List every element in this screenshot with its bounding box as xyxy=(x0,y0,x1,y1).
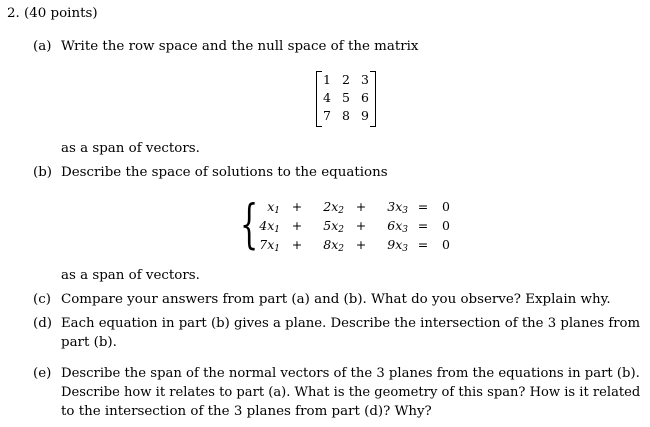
eq2-plus2: + xyxy=(355,218,367,233)
part-e-label: (e) xyxy=(33,366,52,381)
eq2-rhs: 0 xyxy=(442,218,450,233)
eq1-term2: $2x_2$ xyxy=(323,199,344,216)
equation-system xyxy=(240,195,470,256)
eq1-rhs: 0 xyxy=(442,199,450,214)
part-a-after: as a span of vectors. xyxy=(61,141,200,156)
matrix-cell: 5 xyxy=(342,90,350,105)
eq2-term3: $6x_3$ xyxy=(387,218,408,235)
part-e-line1: Describe the span of the normal vectors of the 3 planes from the equations in part (b). xyxy=(61,366,640,381)
eq1-term1: $x_1$ xyxy=(267,199,280,216)
part-e-line3: to the intersection of the 3 planes from part (d)? Why? xyxy=(61,404,432,419)
eq1-term3: $3x_3$ xyxy=(387,199,408,216)
matrix-cell: 7 xyxy=(323,108,331,123)
matrix-cell: 1 xyxy=(323,72,331,87)
matrix-cell: 9 xyxy=(361,108,369,123)
eq2-equals: = xyxy=(417,218,429,233)
eq3-plus2: + xyxy=(355,237,367,252)
part-b-text: Describe the space of solutions to the equations xyxy=(61,165,388,180)
part-b-label: (b) xyxy=(33,165,53,180)
eq3-term1: $7x_1$ xyxy=(259,237,280,254)
eq1-plus1: + xyxy=(291,199,303,214)
matrix-cell: 8 xyxy=(342,108,350,123)
part-d-label: (d) xyxy=(33,316,53,331)
matrix-3x3 xyxy=(316,71,376,125)
matrix-cell: 6 xyxy=(361,90,369,105)
problem-number: 2. (40 points) xyxy=(7,6,98,21)
matrix-cell: 2 xyxy=(342,72,350,87)
eq2-term1: $4x_1$ xyxy=(259,218,280,235)
part-c-label: (c) xyxy=(33,292,51,307)
eq3-term3: $9x_3$ xyxy=(387,237,408,254)
matrix-cell: 4 xyxy=(323,90,331,105)
eq2-plus1: + xyxy=(291,218,303,233)
part-e-line2: Describe how it relates to part (a). What is the geometry of this span? How is it related xyxy=(61,385,641,400)
part-b-after: as a span of vectors. xyxy=(61,268,200,283)
part-a-label: (a) xyxy=(33,39,52,54)
eq1-equals: = xyxy=(417,199,429,214)
eq1-plus2: + xyxy=(355,199,367,214)
eq3-equals: = xyxy=(417,237,429,252)
eq3-plus1: + xyxy=(291,237,303,252)
left-brace: { xyxy=(240,195,259,255)
part-c-text: Compare your answers from part (a) and (b). What do you observe? Explain why. xyxy=(61,292,611,307)
matrix-cell: 3 xyxy=(361,72,369,87)
part-d-line2: part (b). xyxy=(61,335,117,350)
eq3-term2: $8x_2$ xyxy=(323,237,344,254)
eq3-rhs: 0 xyxy=(442,237,450,252)
part-a-text: Write the row space and the null space of the matrix xyxy=(61,39,419,54)
eq2-term2: $5x_2$ xyxy=(323,218,344,235)
part-d-line1: Each equation in part (b) gives a plane. Describe the intersection of the 3 planes from xyxy=(61,316,641,331)
